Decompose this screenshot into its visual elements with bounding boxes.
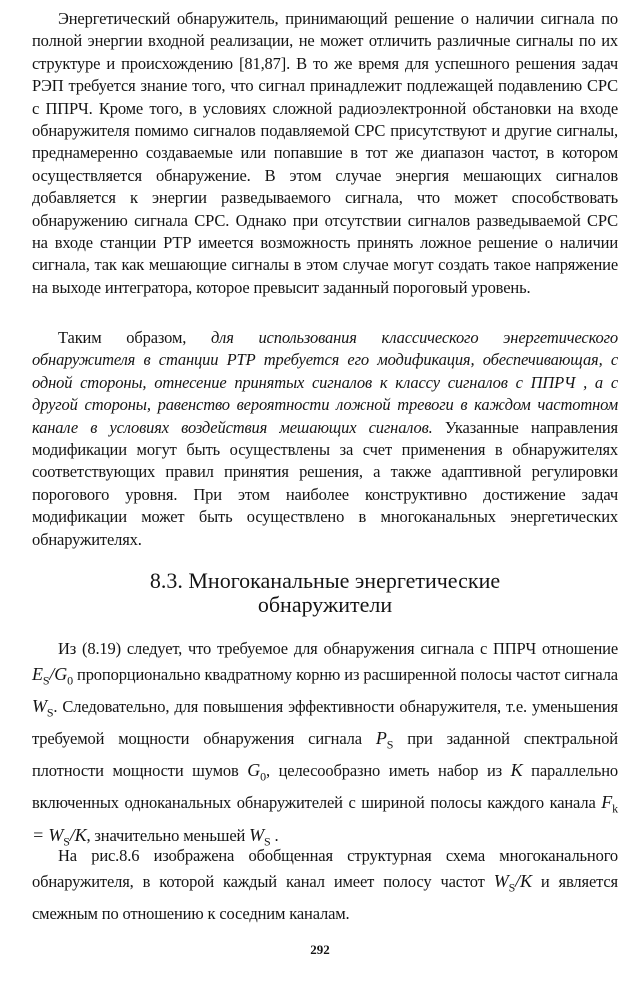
p4-m1: W: [493, 870, 509, 891]
formula-es-g0: [32, 663, 73, 688]
formula-g0: [247, 760, 266, 784]
p3-m6b: = W: [32, 824, 64, 845]
p3-m1b: /G: [49, 663, 68, 684]
p2-italic-emphasis: для использования классического энергетического обнаружителя в станции РТР требуется его модификация, обеспечивающая, с одной стороны, отнесение принятых сигналов к классу сигналов с ППРЧ , а с другой стороны, равенство вероятности ложной тревоги в каждом частотном канале в условиях воздействия мешающих сигналов.: [32, 328, 618, 437]
p3-text-3: . Следовательно, для повышения эффективности обнаружителя, т.е. уменьшения требуемой мощности обнаружения сигнала: [32, 696, 618, 748]
formula-ws-2: [249, 824, 271, 849]
p3-text-2: пропорционально квадратному корню из расширенной полосы частот сигнала: [72, 664, 618, 684]
formula-ws-k: [493, 870, 532, 895]
p4-m1b: /K: [515, 870, 532, 891]
p3-text-6: параллельно включенных одноканальных обнаружителей с шириной полосы каждого канала: [32, 761, 619, 813]
paragraph-modification: [32, 327, 618, 551]
p3-m7: W: [249, 824, 265, 845]
p4-text-1: На рис.8.6 изображена обобщенная структурная схема многоканального обнаружителя, в которой каждый канал имеет полосу частот: [32, 846, 618, 891]
p3-text-7: , значительно меньшей: [86, 825, 250, 845]
p3-m3-sub: S: [386, 737, 394, 752]
p3-m4-sub: 0: [260, 769, 266, 784]
heading-line-1: 8.3. Многоканальные энергетические: [149, 568, 501, 593]
p3-m6c: /K: [69, 824, 87, 845]
p3-m1-sub: S: [42, 673, 50, 688]
heading-line-2: обнаружители: [257, 592, 393, 617]
formula-ps: [375, 727, 394, 752]
p3-m4: G: [247, 760, 261, 781]
p3-m1: E: [32, 663, 43, 684]
page-number: 292: [310, 942, 330, 957]
p3-m2-sub: S: [46, 705, 54, 720]
p3-text-8: .: [270, 825, 279, 845]
p3-m7-sub: S: [264, 834, 271, 849]
p3-m1b-sub: 0: [67, 673, 73, 688]
paragraph-multichannel: [32, 636, 618, 855]
p2-text-b: Указанные направления модификации могут быть осуществлены за счет применения в обнаружителях соответствующих правил принятия решения, а также адаптивной регулировки порогового уровня. При этом наиболее конструктивно достижение задач модификации может быть осуществлено в многоканальных энергетических обнаружителях.: [32, 417, 618, 549]
paragraph-figure-ref: [32, 843, 618, 926]
p3-m6b-sub: S: [63, 834, 70, 849]
formula-ws: [32, 695, 54, 720]
p4-m1-sub: S: [508, 880, 516, 895]
formula-k: K: [510, 760, 523, 781]
paragraph-energy-detector: Энергетический обнаружитель, принимающий решение о наличии сигнала по полной энергии входной реализации, не может отличить различные сигналы по их структуре и происхождению [81,87]. В то же время для успешного решения задач РЭП требуется знание того, что сигнал принадлежит подлежащей подавлению СРС с ППРЧ. Кроме того, в условиях сложной радиоэлектронной обстановки на входе обнаружителя помимо сигналов подавляемой СРС присутствуют и другие сигналы, преднамеренно создаваемые или попавшие в тот же диапазон частот, в котором осуществляется обнаружение. В этом случае энергия мешающих сигналов добавляется к энергии разведываемого сигнала, что может способствовать обнаружению сигнала СРС. Однако при отсутствии сигналов разведываемой СРС на входе станции РТР имеется возможность принять ложное решение о наличии сигнала, так как мешающие сигналы в этом случае могут создать такое напряжение на выходе интегратора, которое превысит заданный пороговый уровень.: [32, 9, 618, 297]
p3-text-1: Из (8.19) следует, что требуемое для обнаружения сигнала с ППРЧ отношение: [58, 639, 618, 658]
section-heading: [32, 569, 618, 617]
p2-text-a: Таким образом,: [58, 328, 211, 347]
p3-m6: F: [601, 792, 613, 813]
p3-m6-sub: k: [612, 801, 618, 816]
p3-text-5: , целесообразно иметь набор из: [265, 761, 511, 781]
p3-text-4: при заданной спектральной плотности мощности шумов: [32, 728, 618, 781]
p3-m2: W: [32, 695, 47, 716]
p4-text-2: и является смежным по отношению к соседним каналам.: [32, 871, 618, 923]
p3-m3: P: [375, 727, 387, 748]
